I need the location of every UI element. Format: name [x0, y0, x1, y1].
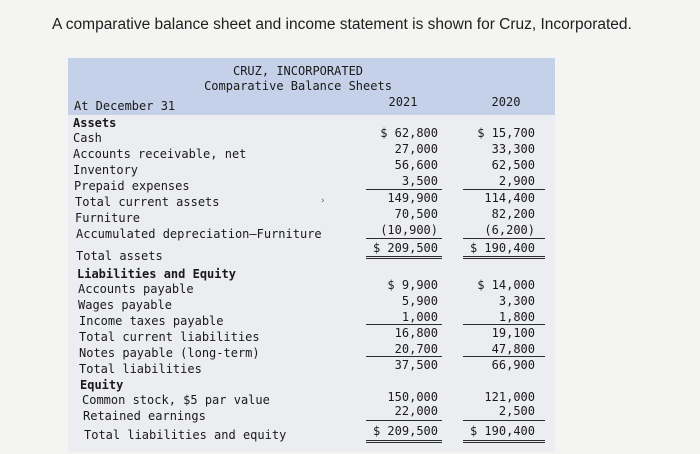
row-label: Total assets [76, 249, 163, 263]
rule [366, 324, 442, 325]
row-label: Accumulated depreciation—Furniture [76, 227, 322, 241]
row-label: Income taxes payable [79, 314, 224, 328]
company-name: CRUZ, INCORPORATED [232, 64, 364, 78]
row-label: Total current liabilities [79, 330, 260, 344]
row-label: Total liabilities and equity [84, 428, 287, 442]
retained-earnings-2021: 22,000 [394, 404, 438, 418]
receivables-2021: 27,000 [394, 142, 438, 156]
common-stock-2021: 150,000 [387, 390, 438, 404]
rule [366, 420, 442, 421]
row-label: Prepaid expenses [74, 179, 190, 193]
wages-payable-2021: 5,900 [401, 294, 438, 308]
section-assets: Assets [73, 116, 117, 130]
common-stock-2020: 121,000 [484, 390, 535, 404]
furniture-2020: 82,200 [491, 207, 535, 221]
row-label: Total current assets [75, 195, 220, 209]
problem-statement: A comparative balance sheet and income statement is shown for Cruz, Incorporated. [52, 16, 632, 33]
row-label: Notes payable (long-term) [79, 346, 260, 360]
stray-mark: › [320, 196, 326, 206]
total-liabilities-equity-2021: $ 209,500 [372, 424, 438, 438]
accounts-payable-2020: $ 14,000 [477, 278, 535, 292]
rule [463, 324, 545, 325]
income-taxes-payable-2020: 1,800 [498, 310, 535, 324]
inventory-2021: 56,600 [394, 158, 438, 172]
total-assets-2020: $ 190,400 [469, 241, 535, 255]
receivables-2020: 33,300 [491, 142, 535, 156]
double-rule [366, 440, 442, 443]
total-current-liabilities-2021: 16,800 [394, 326, 438, 340]
section-liabilities-equity: Liabilities and Equity [77, 267, 236, 281]
row-label: Wages payable [78, 298, 172, 312]
total-current-assets-2020: 114,400 [484, 191, 535, 205]
row-label: Accounts payable [78, 282, 194, 296]
notes-payable-2020: 47,800 [491, 342, 535, 356]
accum-depreciation-2020: (6,200) [484, 223, 535, 237]
rule [366, 356, 442, 357]
row-label: Retained earnings [83, 409, 206, 423]
rule [463, 420, 545, 421]
total-current-assets-2021: 149,900 [387, 191, 438, 205]
prepaid-2020: 2,900 [498, 174, 535, 188]
total-liabilities-equity-2020: $ 190,400 [469, 424, 535, 438]
total-current-liabilities-2020: 19,100 [491, 326, 535, 340]
rule [366, 238, 442, 239]
rule [463, 189, 545, 190]
date-label: At December 31 [74, 99, 176, 113]
row-label: Common stock, $5 par value [82, 393, 270, 407]
balance-sheet [68, 58, 555, 452]
rule [366, 189, 442, 190]
row-label: Furniture [75, 211, 141, 225]
double-rule [366, 256, 442, 259]
wages-payable-2020: 3,300 [498, 294, 535, 308]
cash-2021: $ 62,800 [380, 126, 438, 140]
prepaid-2021: 3,500 [401, 174, 438, 188]
statement-title: Comparative Balance Sheets [204, 79, 392, 93]
cash-2020: $ 15,700 [477, 126, 535, 140]
inventory-2020: 62,500 [491, 158, 535, 172]
accum-depreciation-2021: (10,900) [380, 223, 438, 237]
furniture-2021: 70,500 [394, 207, 438, 221]
year-2020: 2020 [491, 95, 521, 109]
row-label: Inventory [73, 163, 139, 177]
row-label: Cash [73, 131, 102, 145]
section-equity: Equity [80, 378, 124, 392]
year-2021: 2021 [388, 95, 418, 109]
notes-payable-2021: 20,700 [394, 342, 438, 356]
income-taxes-payable-2021: 1,000 [401, 310, 438, 324]
row-label: Total liabilities [79, 362, 202, 376]
row-label: Accounts receivable, net [73, 147, 247, 161]
rule [463, 238, 545, 239]
retained-earnings-2020: 2,500 [498, 404, 535, 418]
double-rule [463, 440, 545, 443]
total-liabilities-2021: 37,500 [394, 358, 438, 372]
accounts-payable-2021: $ 9,900 [387, 278, 438, 292]
total-assets-2021: $ 209,500 [372, 241, 438, 255]
total-liabilities-2020: 66,900 [491, 358, 535, 372]
rule [463, 356, 545, 357]
double-rule [463, 256, 545, 259]
